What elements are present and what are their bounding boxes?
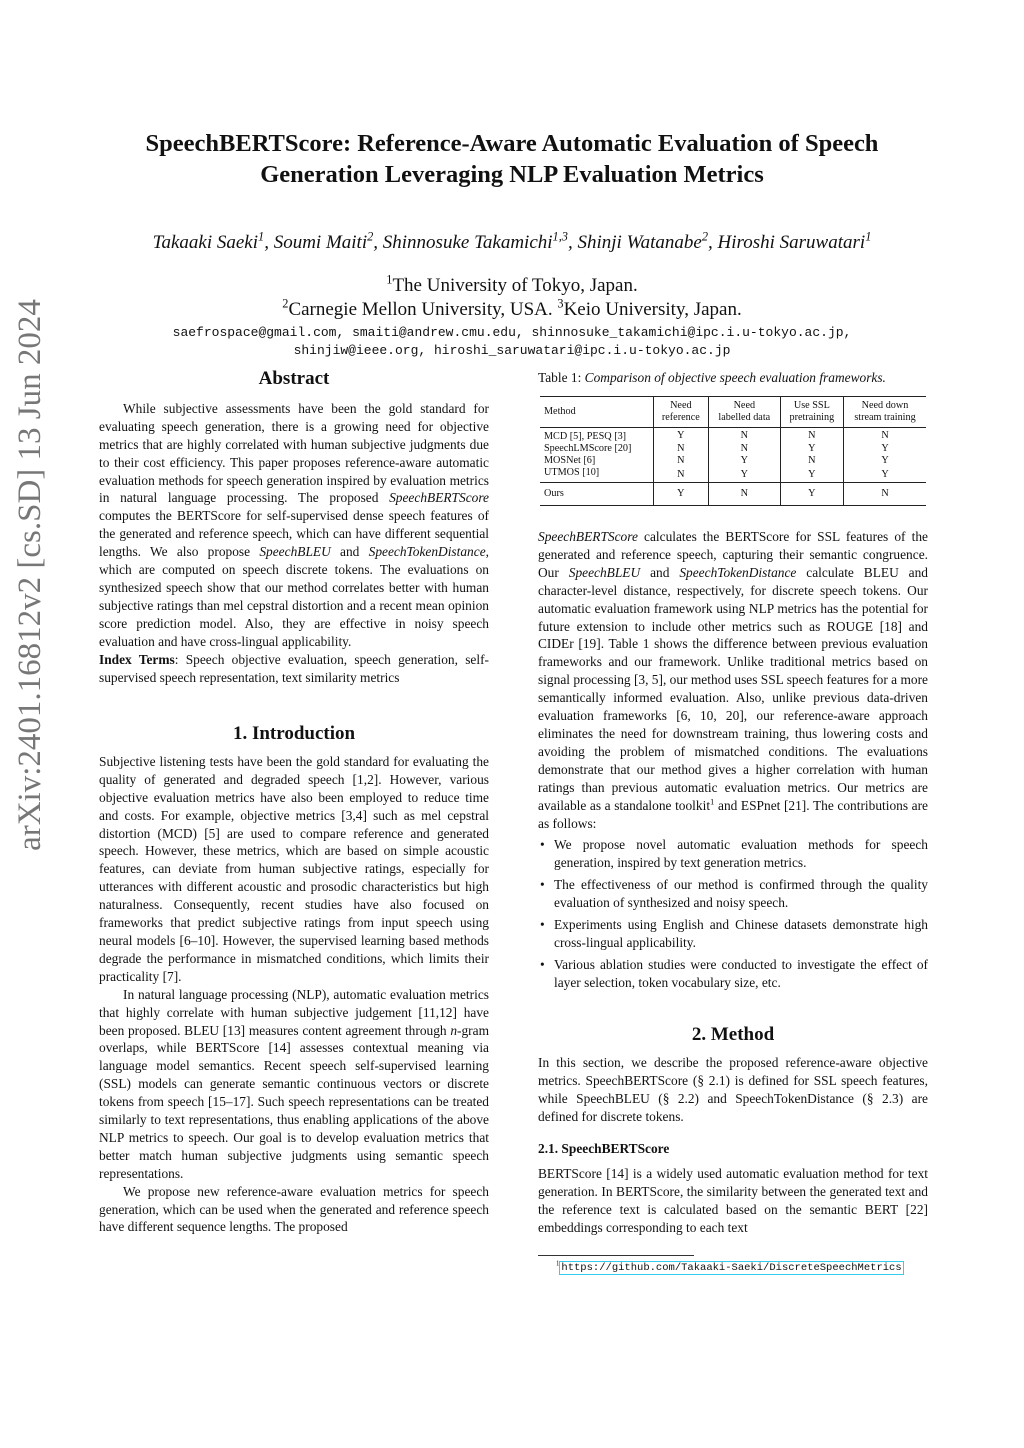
intro-paragraph: Subjective listening tests have been the gold standard for evaluating the quality of generated and degraded speech [1,2]. However, various objective evaluation metrics have also been employed to reduce time and costs. For example, objective metrics [3,4] such as mel cepstral distortion (MCD) [5] are used to compare reference and generated speech. However, these metrics, which are based on simple acoustic features, can deviate from human subjective ratings, especially for utterances with different acoustic and prosodic characteristics but high naturalness. Consequently, recent studies have also focused on frameworks that predict subjective ratings from input speech using neural models [6–10]. However, the supervised learning based methods degrade the performance in mismatched conditions, which limits their practicality [7]. xyxy=(99,753,489,984)
table-header: Method xyxy=(544,406,576,417)
table-row: MCD [5], PESQ [3] Y N N N xyxy=(540,428,926,444)
list-item: • We propose novel automatic evaluation methods for speech generation, inspired by text generation metrics. xyxy=(554,836,928,872)
abstract-heading: Abstract xyxy=(258,368,330,389)
list-item: • Experiments using English and Chinese datasets demonstrate high cross-lingual applicability. xyxy=(554,916,928,952)
author-emails: saefrospace@gmail.com, smaiti@andrew.cmu.edu, shinnosuke_takamichi@ipc.i.u-tokyo.ac.jp, shinjiw@ieee.org, hiroshi_saruwatari@ipc.i.u-tokyo.ac.jp xyxy=(172,325,852,358)
method-heading: 2. Method xyxy=(691,1024,775,1045)
table-row: MOSNet [6] N Y N Y xyxy=(540,455,926,467)
list-item: • Various ablation studies were conducted to investigate the effect of layer selection, token vocabulary size, etc. xyxy=(554,956,928,992)
index-terms: Index Terms: Speech objective evaluation, speech generation, self-supervised speech representation, text similarity metrics xyxy=(99,651,489,685)
table-header: Need down stream training xyxy=(844,397,926,428)
subsection-heading: 2.1. SpeechBERTScore xyxy=(538,1140,670,1156)
arxiv-stamp: arXiv:2401.16812v2 [cs.SD] 13 Jun 2024 xyxy=(12,299,48,851)
introduction-section xyxy=(99,725,489,1236)
author: Hiroshi Saruwatari$^1$ xyxy=(717,229,872,253)
author: Shinnosuke Takamichi$^{1,3}$ xyxy=(382,229,568,253)
table-header: Use SSL pretraining xyxy=(780,397,843,428)
table-row: UTMOS [10] N Y Y Y xyxy=(540,467,926,483)
author: Soumi Maiti$^2$ xyxy=(273,229,374,253)
intro-continued xyxy=(538,528,928,996)
footnote: $^1$ https://github.com/Takaaki-Saeki/DiscreteSpeechMetrics xyxy=(556,1260,902,1274)
method-paragraph: In this section, we describe the proposed reference-aware objective metrics. SpeechBERTScore (§ 2.1) is defined for SSL speech features, while SpeechBLEU (§ 2.2) and SpeechTokenDistance (§ 2.3) are defined for discrete tokens. xyxy=(538,1054,928,1124)
author: Takaaki Saeki$^1$ xyxy=(152,229,265,253)
github-link[interactable]: https://github.com/Takaaki-Saeki/DiscreteSpeechMetrics xyxy=(561,1262,902,1274)
intro-paragraph: We propose new reference-aware evaluation metrics for speech generation, which can be used when the generated and reference speech have different sequence lengths. The proposed xyxy=(99,1183,489,1235)
intro-paragraph: SpeechBERTScore calculates the BERTScore for SSL features of the generated and reference speech, capturing their semantic congruence. Our SpeechBLEU and SpeechTokenDistance calculate BLEU and character-level distance, respectively, for discrete speech tokens. Our automatic evaluation framework using NLP metrics has the potential for future extension to include other metrics such as ROUGE [18] and CIDEr [19]. Table 1 shows the difference between previous evaluation frameworks and our framework. Unlike traditional metrics based on signal processing [3, 5], our method uses SSL speech features for a more semantically informed evaluation. Also, unlike previous data-driven evaluation frameworks [6, 10, 20], our reference-aware approach eliminates the need for downstream training, thus lowering costs and avoiding the problem of mismatched conditions. The evaluations demonstrate that our method gives a higher correlation with human ratings than previous automatic evaluation metrics. Our metrics are available as a standalone toolkit$^1$ and ESPnet [21]. The contributions are as follows: xyxy=(538,529,928,831)
contributions-list xyxy=(538,836,928,991)
table-header: Need labelled data xyxy=(708,397,780,428)
table-header: Need reference xyxy=(653,397,708,428)
comparison-table xyxy=(540,396,926,506)
abstract-text: While subjective assessments have been the gold standard for evaluating speech generation, there is a growing need for objective metrics that are highly correlated with human subjective judgments due to their cost efficiency. This paper proposes reference-aware automatic evaluation methods for speech generation inspired by evaluation metrics in natural language processing. The proposed SpeechBERTScore computes the BERTScore for self-supervised dense speech features of the generated and reference speech, which can have different sequential lengths. We also propose SpeechBLEU and SpeechTokenDistance, which are computed on speech discrete tokens. The evaluations on synthesized speech show that our method correlates better with human subjective ratings than mel cepstral distortion and a recent mean opinion score prediction model. Also, they are effective in noisy speech evaluation and have cross-lingual applicability. xyxy=(99,400,489,649)
method-paragraph: BERTScore [14] is a widely used automatic evaluation method for text generation. In BERTScore, the similarity between the generated text and the reference text is calculated based on the semantic BERT [22] embeddings corresponding to each text xyxy=(538,1166,928,1236)
table-caption: Table 1: Comparison of objective speech evaluation frameworks. xyxy=(538,370,886,385)
list-item: • The effectiveness of our method is confirmed through the quality evaluation of synthesized and noisy speech. xyxy=(554,876,928,912)
author: Shinji Watanabe$^2$ xyxy=(577,229,709,253)
table-row: SpeechLMScore [20] N N Y Y xyxy=(540,443,926,455)
footnote-rule xyxy=(538,1255,694,1256)
author-list: Takaaki Saeki$^1$, Soumi Maiti$^2$, Shinnosuke Takamichi$^{1,3}$, Shinji Watanabe$^2$, Hiroshi Saruwatari$^1$ xyxy=(152,229,872,253)
abstract-section xyxy=(99,370,489,686)
intro-heading: 1. Introduction xyxy=(232,723,356,744)
affiliations: $^1$The University of Tokyo, Japan. $^2$Carnegie Mellon University, USA. $^3$Keio University, Japan. xyxy=(282,272,742,320)
paper-title: SpeechBERTScore: Reference-Aware Automatic Evaluation of Speech Generation Leveraging NLP Evaluation Metrics xyxy=(145,130,879,188)
table-row-ours: Ours Y N Y N xyxy=(540,483,926,506)
method-section xyxy=(538,1026,928,1237)
intro-paragraph: In natural language processing (NLP), automatic evaluation metrics that highly correlate with human subjective judgement [11,12] have been proposed. BLEU [13] measures content agreement through n-gram overlaps, while BERTScore [14] assesses contextual meaning via language model semantics. Recent speech self-supervised learning (SSL) models can generate semantic continuous vectors or discrete tokens from speech [15–17]. Such speech representations can be treated similarly to text representations, thus enabling applications of the above NLP metrics to speech. Our goal is to develop evaluation metrics that better match human subjective judgments using semantic speech representations. xyxy=(99,986,489,1181)
